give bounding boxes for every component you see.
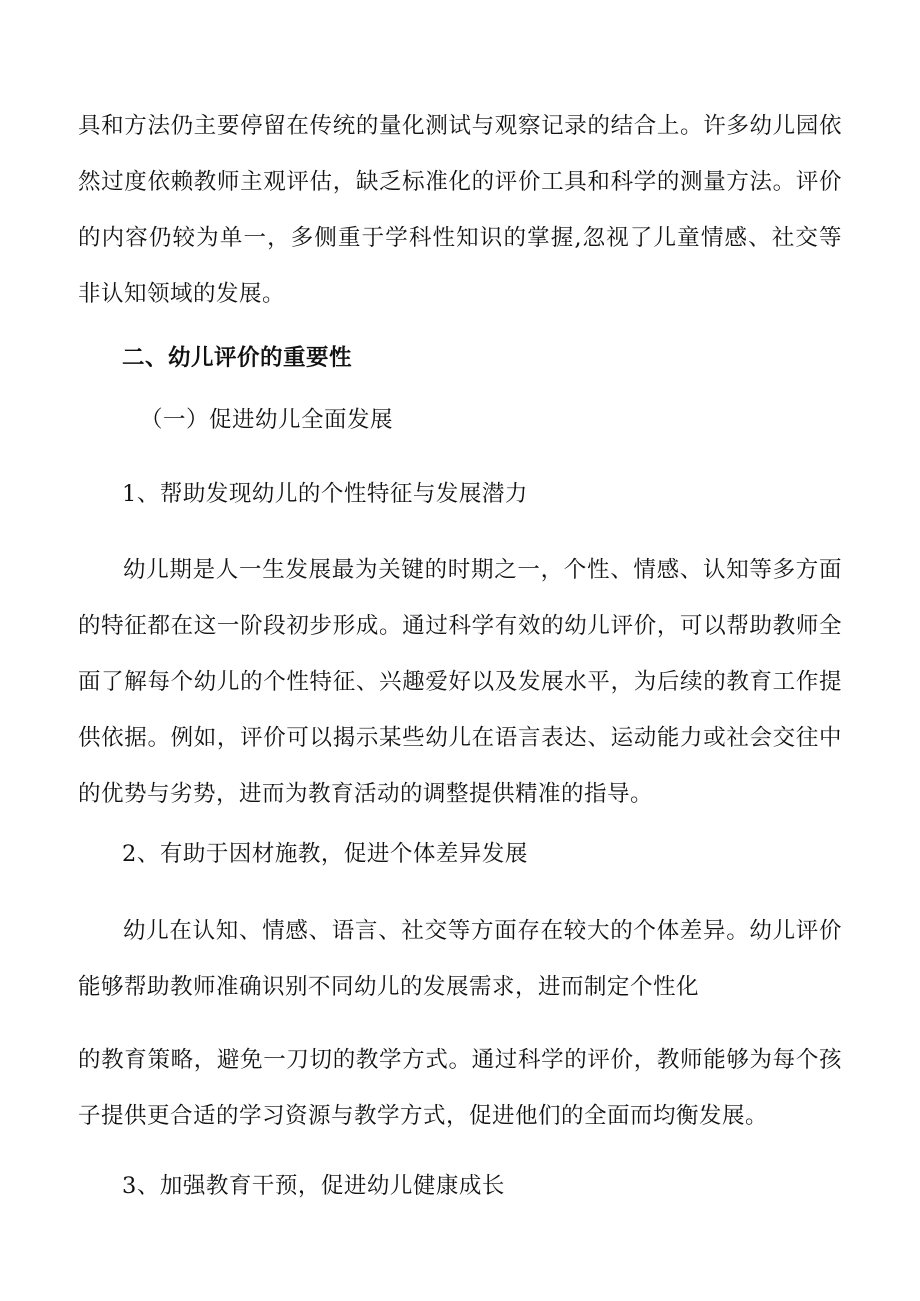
subsection-heading: （一）促进幼儿全面发展	[140, 407, 394, 433]
item2-paragraph-part2: 的教育策略，避免一刀切的教学方式。通过科学的评价，教师能够为每个孩子提供更合适的学习资源与教学方式，促进他们的全面而均衡发展。	[78, 1047, 842, 1129]
item1-paragraph: 幼儿期是人一生发展最为关键的时期之一，个性、情感、认知等多方面的特征都在这一阶段初步形成。通过科学有效的幼儿评价，可以帮助教师全面了解每个幼儿的个性特征、兴趣爱好以及发展水平，为后续的教育工作提供依据。例如，评价可以揭示某些幼儿在语言表达、运动能力或社会交往中的优势与劣势，进而为教育活动的调整提供精准的指导。	[78, 557, 842, 807]
item-heading-2: 2、有助于因材施教，促进个体差异发展	[122, 841, 528, 867]
item-heading-3: 3、加强教育干预，促进幼儿健康成长	[122, 1173, 505, 1199]
intro-paragraph: 具和方法仍主要停留在传统的量化测试与观察记录的结合上。许多幼儿园依然过度依赖教师主观评估，缺乏标准化的评价工具和科学的测量方法。评价的内容仍较为单一，多侧重于学科性知识的掌握,忽视了儿童情感、社交等非认知领域的发展。	[78, 113, 842, 307]
section-heading: 二、幼儿评价的重要性	[122, 345, 353, 371]
item2-paragraph-part1: 幼儿在认知、情感、语言、社交等方面存在较大的个体差异。幼儿评价能够帮助教师准确识别不同幼儿的发展需求，进而制定个性化	[78, 918, 842, 1000]
item-heading-1: 1、帮助发现幼儿的个性特征与发展潜力	[122, 481, 528, 507]
